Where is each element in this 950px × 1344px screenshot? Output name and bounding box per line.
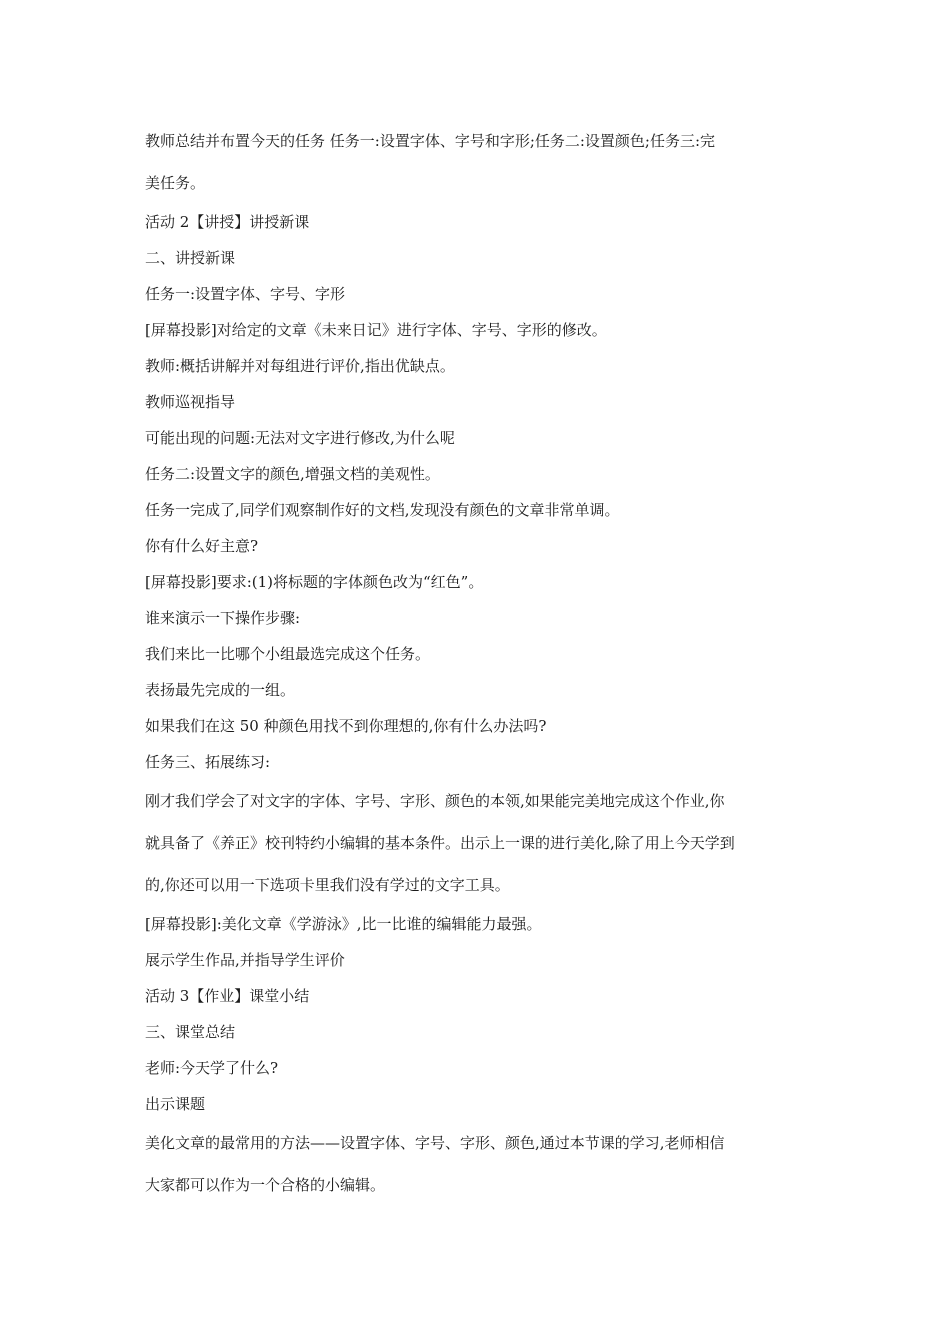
paragraph: 老师:今天学了什么? — [145, 1059, 279, 1077]
text-line: 教师总结并布置今天的任务 任务一:设置字体、字号和字形;任务二:设置颜色;任务三:完 — [145, 132, 716, 150]
paragraph: 教师:概括讲解并对每组进行评价,指出优缺点。 — [145, 357, 455, 375]
activity-heading: 活动 3【作业】课堂小结 — [145, 987, 310, 1005]
paragraph: 展示学生作品,并指导学生评价 — [145, 951, 345, 969]
paragraph: 可能出现的问题:无法对文字进行修改,为什么呢 — [145, 429, 455, 447]
document-page — [145, 120, 810, 1206]
paragraph: 你有什么好主意? — [145, 537, 259, 555]
task-heading: 任务一:设置字体、字号、字形 — [145, 285, 346, 303]
text-line: 刚才我们学会了对文字的字体、字号、字形、颜色的本领,如果能完美地完成这个作业,你 — [145, 792, 725, 810]
paragraph: 教师巡视指导 — [145, 393, 236, 411]
paragraph-extension — [145, 780, 810, 906]
text-line: 的,你还可以用一下选项卡里我们没有学过的文字工具。 — [145, 876, 510, 894]
paragraph: 出示课题 — [145, 1095, 206, 1113]
text-line: 美任务。 — [145, 174, 206, 192]
paragraph: [屏幕投影]要求:(1)将标题的字体颜色改为“红色”。 — [145, 573, 484, 591]
paragraph: 任务一完成了,同学们观察制作好的文档,发现没有颜色的文章非常单调。 — [145, 501, 620, 519]
paragraph-summary — [145, 120, 810, 204]
paragraph: 谁来演示一下操作步骤: — [145, 609, 301, 627]
task-heading: 任务三、拓展练习: — [145, 753, 271, 771]
paragraph: 我们来比一比哪个小组最选完成这个任务。 — [145, 645, 431, 663]
paragraph: [屏幕投影]对给定的文章《未来日记》进行字体、字号、字形的修改。 — [145, 321, 607, 339]
paragraph-conclusion — [145, 1122, 810, 1206]
task-heading: 任务二:设置文字的颜色,增强文档的美观性。 — [145, 465, 440, 483]
section-heading: 二、讲授新课 — [145, 249, 236, 267]
text-line: 就具备了《养正》校刊特约小编辑的基本条件。出示上一课的进行美化,除了用上今天学到 — [145, 834, 735, 852]
activity-heading: 活动 2【讲授】讲授新课 — [145, 213, 310, 231]
text-line: 大家都可以作为一个合格的小编辑。 — [145, 1176, 386, 1194]
paragraph: [屏幕投影]:美化文章《学游泳》,比一比谁的编辑能力最强。 — [145, 915, 542, 933]
paragraph: 表扬最先完成的一组。 — [145, 681, 296, 699]
text-line: 美化文章的最常用的方法——设置字体、字号、字形、颜色,通过本节课的学习,老师相信 — [145, 1134, 725, 1152]
section-heading: 三、课堂总结 — [145, 1023, 236, 1041]
paragraph: 如果我们在这 50 种颜色用找不到你理想的,你有什么办法吗? — [145, 717, 547, 735]
